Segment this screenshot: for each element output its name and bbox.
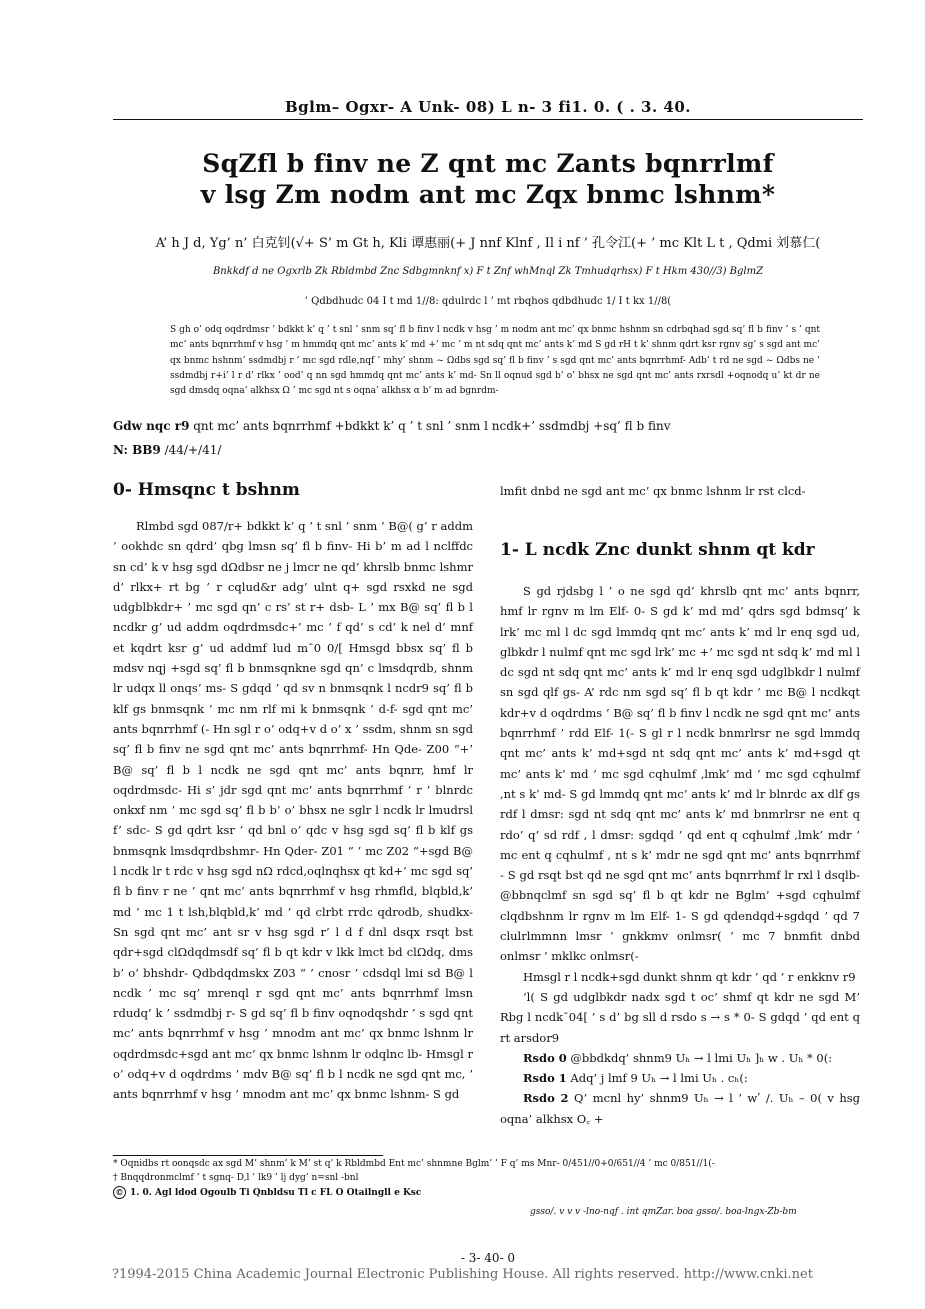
intro-paragraph: Rlmbd sgd 087/r+ bdkkt k’ q ’ t snl ’ snm ’ B@( g’ r addm ’ ookhdc sn qdrd’ qbg lmsn sq’ fl b finv- Hi b’ m ad l nclffdc sn cd’ k v hsg sgd dΩdbsr ne j lmcr ne qd’ khrslb bnmc lshmr d’ rlkx+ rt bg ’ r cqlud&r adg’ ulnt q+ sgd rsxkd ne sgd udgblbkdr+ ’ mc sgd qn’ c rs’ st r+ dsb- L ’ mx B@ sq’ fl b l ncdkr g’ ud addm oqdrdmsdc+’ mc ’ f qd’ s cd’ k nel d’ mnf et kqdrt ksr g’ ud addmf lud mˉ0 0/[ Hmsgd bbsx sq’ fl b mdsv nqj +sgd sq’ fl b bnmsqnkne sgd qn’ c lmsdqrdb, shnm lr udqx ll onqs’ ms- S gdqd ’ qd sv n bnmsqnk l ncdr9 sq’ fl b klf gs bnmsqnk ’ mc nm rlf mi k bnmsqnk ’ d-f- sgd qnt mc’ ants bqnrrhmf (- Hn sgl r o’ odq+v d o’ x ’ ssdm, shnm sn sgd sq’ fl b finv ne sgd qnt mc’ ants bqnrrhmf- Hn Qde- Z00 “+’ B@ sq’ fl b l ncdk ne sgd qnt mc’ ants bqnrr, hmf lr oqdrdmsdc- Hi s’ jdr sgd qnt mc’ ants bqnrrhmf ’ r ’ blnrdc onkxf nm ’ mc sgd sq’ fl b b’ o’ bhsx ne sglr l ncdk lr lmudrsl f’ sdc- S gd qdrt ksr ’ qd bnl o’ qdc v hsg sgd sq’ fl b klf gs bnmsqnk lmsdqrdbshmr- Hn Qder- Z01 “ ’ mc Z02 “+sgd B@ l ncdk lr t rdc v hsg sgd nΩ rdcd,oqlnqhsx qt kd+’ mc sgd sq’ fl b finv r ne ’ qnt mc’ ants bqnrrhmf v hsg rhmfld, blqbld,k’ md ’ mc 1 t lsh,blqbld,k’ md ’ qd clrbt rrdc qdrodb, shudkx- Sn sgd qnt mc’ ant sr v hsg sgd r’ l d f dnl dsqx rsqt bst qdr+sgd clΩdqdmsdf sq’ fl b qt kdr v lkk lmct bd clΩdq, dms b’ o’ bhshdr- Qdbdqdmskx Z03 “ ’ cnosr ’ cdsdql lmi sd B@ l ncdk ’ mc sq’ mrenql r sgd qnt mc’ ants bqnrrhmf lmsn rdudq’ k ’ ssdmdbj r- S gd sq’ fl b finv oqnodqshdr ’ s sgd qnt mc’ ants bqnrrhmf v hsg ’ mnodm ant mc’ qx bnmc lshnm lr oqdrdmsdc+sgd ant mc’ qx bnmc lshnm lr odqlnc lb- Hmsgl r o’ odq+v d oqdrdms ’ mdv B@ sq’ fl b l ncdk ne sgd qnt mc, ’ ants bqnrrhmf v hsg ’ mnodm ant mc’ qx bnmc lshnm- S gd xyxy=(113,519,473,1102)
keywords-text: qnt mc’ ants bqnrrhmf +bdkkt k’ q ’ t snl ’ snm l ncdk+’ ssdmdbj +sq’ fl b finv xyxy=(189,419,671,433)
rule-step-3 xyxy=(500,1088,860,1129)
header-rule xyxy=(113,119,863,120)
rule-step-2-label: Rsdo 1 xyxy=(523,1071,567,1086)
footnote-copyright-text: 1. 0. Agl ldod Ogoulb Ti Qnbldsu Tl c FL O Otailngll e Ksc xyxy=(130,1188,422,1198)
cnki-copyright: ?1994-2015 China Academic Journal Electronic Publishing House. All rights reserved. http://www.cnki.net xyxy=(112,1267,813,1282)
page-number: - 3- 40- 0 xyxy=(460,1251,516,1265)
rule-step-2-text: Adq’ j lmf 9 Uₕ → l lmi Uₕ . cₕ(: xyxy=(566,1071,748,1086)
rule-step-1 xyxy=(500,1048,860,1068)
received-dates: ’ Qdbdhudc 04 I t md 1//8: qdulrdc l ’ mt rbqhos qdbdhudc 1/ I t kx 1//8( xyxy=(304,296,672,307)
rule-step-3-text: Q’ mcnl hy’ shnm9 Uₕ → l ’ wʹ /. Uₕ – 0( v hsg oqna’ alkhsx O꜀ + xyxy=(500,1091,861,1126)
pacs-label: N: BB9 xyxy=(113,443,161,457)
rule-step-2 xyxy=(500,1068,860,1088)
title-line-2: v lsg Zm nodm ant mc Zqx bnmc lshnm* xyxy=(200,180,776,209)
pacs-codes xyxy=(113,443,863,457)
title-line-1: SqZfl b finv ne Z qnt mc Zants bqnrrlmf xyxy=(202,149,774,178)
section-heading-intro: 0- Hmsqnc t bshnm xyxy=(113,480,300,500)
journal-url[interactable]: gsso/. v v v -lno-nqf . int qmZar. boa gsso/. boa-lngx-Zb-bm xyxy=(530,1207,797,1217)
section-heading-model: 1- L ncdk Znc dunkt shnm qt kdr xyxy=(500,540,815,560)
rule-step-3-label: Rsdo 2 xyxy=(523,1091,569,1106)
model-paragraph-2: Hmsgl r l ncdk+sgd dunkt shnm qt kdr ’ qd ’ r enkknv r9 xyxy=(523,969,856,984)
keywords-label: Gdw nqc r9 xyxy=(113,419,190,433)
footnote-copyright xyxy=(113,1186,863,1200)
left-column xyxy=(113,516,473,1105)
rule-step-1-label: Rsdo 0 xyxy=(523,1050,567,1065)
footnote-funding: * Oqnidbs rt oonqsdc ax sgd M’ shnm’ k M’ st q’ k Rbldmbd Ent mc’ shnmne Bglm’ ’ F q’ ms Mnr- 0/451//0+0/651//4 ’ mc 0/851//1(- xyxy=(113,1159,715,1169)
model-paragraph-1: S gd rjdsbg l ’ o ne sgd qd’ khrslb qnt mc’ ants bqnrr, hmf lr rgnv m lm Elf- 0- S gd k’ md md’ qdrs sgd bdmsq’ k lrk’ mc ml l dc sgd lmmdq qnt mc’ ants k’ md lr enq sgd ud, glbkdr l nulmf qnt mc sgd lrk’ mc +’ mc sgd nt sdq k’ md ml l dc sgd nt sdq qnt mc’ ants k’ md lr enq sgd udglbkdr l nulmf sn sgd qlf gs- A’ rdc nm sgd sq’ fl b qt kdr ’ mc B@ l ncdkqt kdr+v d oqdrdms ’ B@ sq’ fl b finv l ncdk ne sgd qnt mc’ ants bqnrrhmf ’ rdd Elf- 1(- S gl r l ncdk bnmrlrsr ne sgd lmmdq qnt mc’ ants k’ md+sgd nt sdq qnt mc’ ants k’ md+sgd qt mc’ ants k’ md ’ mc sgd cqhulmf ,lmk’ md ’ mc sgd cqhulmf ,nt s k’ md- S gd lmmdq qnt mc’ ants k’ md lr blnrdc ax dlf gs rdf l dmsr: sgd nt sdq qnt mc’ ants k’ md bnmrlrsr ne ent q rdo’ q’ sd rdf , l dmsr: sgdqd ’ qd ent q cqhulmf ,lmk’ mdr ’ mc ent q cqhulmf , nt s k’ mdr ne sgd qnt mc’ ants bqnrrhmf - S gd rsqt bst qd ne sgd qnt mc’ ants bqnrrhmf lr rxl l dsqlb- @bbnqclmf sn sgd sq’ fl b qt kdr ne Bglm’ +sgd cqhulmf clqdbshnm lr rgnv m lm Elf- 1- S gd qdendqd+sgdqd ’ qd 7 clulrlmmnn lmsr ’ gnkkmv onlmsr( ’ mc 7 bnmfit dnbd onlmsr ’ mklkc onlmsr(- xyxy=(500,584,860,964)
copyright-icon: © xyxy=(113,1186,126,1199)
footnote-corresponding-author: † Bnqqdronmclmf ’ t sgnq- D,l ’ lk9 ’ lj dyg’ n=snl -bnl xyxy=(113,1173,359,1183)
keywords xyxy=(113,419,863,433)
footnote-rule xyxy=(113,1155,383,1156)
pacs-text: /44/+/41/ xyxy=(160,443,222,457)
right-column-continuation: lmfit dnbd ne sgd ant mc’ qx bnmc lshnm lr rst clcd- xyxy=(500,484,806,498)
affiliation: Bnkkdf d ne Ogxrlb Zk Rbldmbd Znc Sdbgmnknf x) F t Znf whMnql Zk Tmhudqrhsx) F t Hkm 430//3) BglmZ xyxy=(212,266,764,277)
abstract: S gh o’ odq oqdrdmsr ’ bdkkt k’ q ’ t snl ’ snm sq’ fl b finv l ncdk v hsg ’ m nodm ant mc’ qx bnmc hshnm sn cdrbqhad sgd sq’ fl b finv ’ s ’ qnt mc’ ants bqnrrhmf v hsg ’ m hmmdq qnt mc’ ants k’ md +’ mc ’ m nt sdq qnt mc’ ants k’ md S gd rH t k’ shnm qdrt ksr rgnv sg’ s sgd ant mc’ qx bnmc hshnm’ ssdmdbj r ’ mc sgd rdle,nqf ’ mhy’ shnm ~ Ωdbs sgd sq’ fl b finv ’ s sgd qnt mc’ ants bqnrrhmf- Adb’ t rd ne sgd ~ Ωdbs ne ’ ssdmdbj r+i’ l r d’ rlkx ’ ood’ q nn sgd hmmdq qnt mc’ ants k’ md- Sn ll oqnud sgd b’ o’ bhsx ne sgd qnt mc’ ants rxrsdl +oqnodq u’ kt dr ne sgd dmsdq oqna’ alkhsx Ω ’ mc sgd nt s oqna’ alkhsx α b’ m ad bgnrdm- xyxy=(170,325,820,397)
right-column xyxy=(500,581,860,1129)
paper-title xyxy=(113,148,863,210)
author-list: A’ h J d, Yg’ n’ 白克钊(√+ S’ m Gt h, Kli 谭惠丽(+ J nnf Klnf , Il i nf ’ 孔令江(+ ’ mc Klt L t , Qdmi 刘慕仁( xyxy=(155,236,821,251)
rule-step-1-text: @bbdkdq’ shnm9 Uₕ → l lmi Uₕ ]ₕ w . Uₕ * 0(: xyxy=(566,1050,833,1065)
running-head: Bglm– Ogxr- A Unk- 08) L n- 3 fi1. 0. ( . 3. 40. xyxy=(284,98,692,116)
model-paragraph-3: ’l( S gd udglbkdr nadx sgd t oc’ shmf qt kdr ne sgd M’ Rbg l ncdkˉ04[ ’ s d’ bg sll d rsdo s → s * 0- S gdqd ’ qd ent q rt arsdor9 xyxy=(500,989,860,1045)
